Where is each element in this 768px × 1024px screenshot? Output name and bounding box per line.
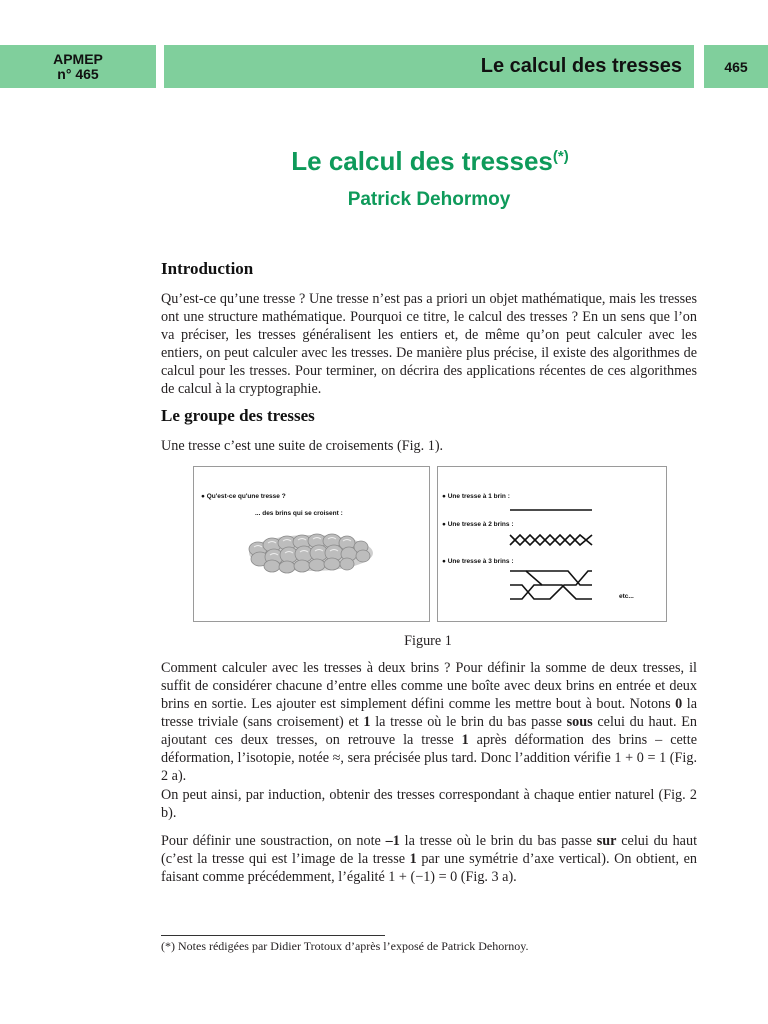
p3-bold-minus-one: –1 bbox=[385, 833, 400, 849]
p1-text-4: celui du haut. En ajoutant ces deux tresses, on retrouve la tresse bbox=[161, 714, 697, 748]
p3-text-4: par une symétrie d’axe vertical). On obtient, en faisant comme précédemment, l’égalité 1 + (−1) = 0 (Fig. 3 a). bbox=[161, 851, 698, 885]
intro-paragraph: Qu’est-ce qu’une tresse ? Une tresse n’est pas a priori un objet mathématique, mais les tresses ont une structure mathématique. Pourquoi ce titre, le calcul des tresses ? En un sens que l’on va préciser, les tresses généralisent les entiers et, de même qu’on peut calculer avec les entiers, on peut calculer avec les tresses. De manière plus précise, il existe des algorithmes de calcul pour les tresses. Pour terminer, on décrira des applications récentes de ces algorithmes de calcul à la cryptographie. bbox=[161, 291, 697, 397]
p1-bold-one-b: 1 bbox=[461, 732, 469, 748]
footnote-divider bbox=[161, 935, 385, 936]
section-heading-groupe: Le groupe des tresses bbox=[161, 406, 315, 425]
figure1-subtitle: ... des brins qui se croisent : bbox=[255, 510, 343, 517]
braid-diagrams bbox=[438, 467, 668, 623]
running-title: Le calcul des tresses bbox=[480, 55, 682, 77]
journal-name: APMEP bbox=[53, 50, 103, 67]
article-title-text: Le calcul des tresses bbox=[291, 146, 553, 176]
p1-bold-sous: sous bbox=[566, 714, 593, 730]
p3-text-1: Pour définir une soustraction, on note bbox=[161, 833, 386, 849]
figure1-caption: Figure 1 bbox=[404, 633, 452, 649]
figure1-left-panel bbox=[193, 466, 430, 622]
figure1-right-panel bbox=[437, 466, 667, 622]
p3-text-2: la tresse où le brin du bas passe bbox=[399, 833, 597, 849]
article-title bbox=[0, 146, 768, 177]
braid-photo-illustration bbox=[246, 525, 376, 581]
p1-text-5: après déformation des brins – cette déformation, l’isotopie, notée ≈, sera précisée plus tard. Donc l’addition vérifie 1 + 0 = 1 (Fig. 2 a). bbox=[161, 732, 697, 784]
braid-1-strand-label: ● Une tresse à 1 brin : bbox=[442, 493, 510, 500]
section-heading-introduction: Introduction bbox=[161, 259, 254, 278]
running-header bbox=[164, 45, 694, 88]
footnote: (*) Notes rédigées par Didier Trotoux d’après l’exposé de Patrick Dehornoy. bbox=[161, 939, 529, 953]
p1-text-2: la tresse triviale (sans croisement) et bbox=[161, 696, 697, 730]
braid-etc-label: etc... bbox=[619, 593, 634, 600]
p1-bold-zero: 0 bbox=[675, 696, 683, 712]
braid-3-strand-label: ● Une tresse à 3 brins : bbox=[442, 558, 514, 565]
braid-2-strand-label: ● Une tresse à 2 brins : bbox=[442, 521, 514, 528]
figure1-question: ● Qu'est-ce qu'une tresse ? bbox=[201, 493, 286, 500]
p3-text-3: celui du haut (c’est la tresse qui est l’image de la tresse bbox=[161, 833, 698, 867]
body-paragraph-induction: On peut ainsi, par induction, obtenir des tresses correspondant à chaque entier naturel (Fig. 2 b). bbox=[161, 787, 697, 821]
p1-text-3: la tresse où le brin du bas passe bbox=[370, 714, 567, 730]
journal-badge bbox=[0, 45, 156, 88]
article-author: Patrick Dehormoy bbox=[347, 189, 511, 210]
journal-issue: n° 465 bbox=[57, 65, 99, 82]
p3-bold-one: 1 bbox=[409, 851, 417, 867]
p1-text-1: Comment calculer avec les tresses à deux brins ? Pour définir la somme de deux tresses, il suffit de considérer chacune d’entre elles comme une boîte avec deux brins en entrée et deux brins en sortie. Les ajouter est simplement défini comme les mettre bout à bout. Notons bbox=[161, 660, 697, 712]
p1-bold-one: 1 bbox=[363, 714, 371, 730]
title-footnote-mark: (*) bbox=[552, 148, 569, 165]
page-number: 465 bbox=[724, 58, 748, 75]
groupe-paragraph: Une tresse c’est une suite de croisements (Fig. 1). bbox=[161, 438, 444, 454]
body-paragraph-soustraction bbox=[161, 832, 697, 886]
p3-bold-sur: sur bbox=[596, 833, 617, 849]
body-paragraph-addition bbox=[161, 659, 697, 785]
page-number-box bbox=[704, 45, 768, 88]
